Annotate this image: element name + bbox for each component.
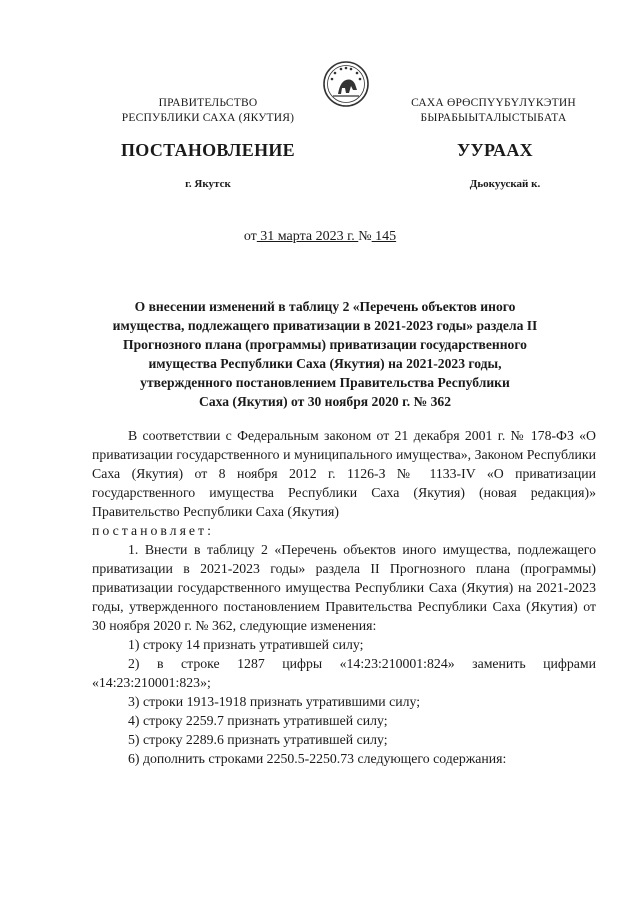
title-line: имущества, подлежащего приватизации в 2021-2023 годы» раздела II — [112, 318, 538, 333]
subitem-2: 2) в строке 1287 цифры «14:23:210001:824» заменить цифрами «14:23:210001:823»; — [92, 656, 596, 690]
item-1-paragraph: 1. Внести в таблицу 2 «Перечень объектов иного имущества, подлежащего приватизации в 2021-2023 годы» раздела II Прогнозного плана (программы) приватизации государственного имущества Республики Саха (Якутия) на 2021-2023 годы, утвержденного постановлением Правительства Республики Саха (Якутия) от 30 ноября 2020 г. № 362, следующие изменения: — [92, 542, 596, 633]
subitem-5: 5) строку 2289.6 признать утратившей силу; — [128, 732, 388, 747]
subitem-1: 1) строку 14 признать утратившей силу; — [128, 637, 364, 652]
title-line: утвержденного постановлением Правительства Республики — [140, 375, 510, 390]
title-line: Прогнозного плана (программы) приватизации государственного — [123, 337, 527, 352]
document-number: 145 — [371, 229, 397, 244]
city-sakha: Дьокуускай к. — [469, 178, 541, 190]
subitem-6: 6) дополнить строками 2250.5-2250.73 следующего содержания: — [128, 751, 507, 766]
document-date: 31 марта 2023 г. — [256, 229, 359, 244]
government-name-line2: РЕСПУБЛИКИ САХА (ЯКУТИЯ) — [121, 112, 295, 124]
preamble-paragraph: В соответствии с Федеральным законом от 21 декабря 2001 г. № 178-ФЗ «О приватизации государственного и муниципального имущества», Законом Республики Саха (Якутия) от 8 ноября 2012 г. 1126-З № 1133-IV «О приватизации государственного имущества Республики Саха (Якутия) (новая редакция)» Правительство Республики Саха (Якутия) — [92, 428, 596, 519]
subitem-3: 3) строки 1913-1918 признать утратившими силу; — [128, 694, 421, 709]
document-type-russian: ПОСТАНОВЛЕНИЕ — [121, 140, 295, 160]
date-prefix: от — [243, 229, 257, 244]
document-type-sakha: УУРААХ — [457, 140, 533, 160]
title-line: имущества Республики Саха (Якутия) на 2021-2023 годы, — [148, 356, 502, 371]
government-name-sakha — [386, 96, 601, 126]
government-name-line1: ПРАВИТЕЛЬСТВО — [158, 97, 258, 109]
title-line: О внесении изменений в таблицу 2 «Перечень объектов иного — [134, 299, 516, 314]
document-title — [96, 297, 554, 411]
title-line: Саха (Якутия) от 30 ноября 2020 г. № 362 — [199, 394, 451, 409]
government-name-sakha-line2: БЫРАБЫЫТАЛЫСТЫБАТА — [420, 112, 567, 124]
number-sign: № — [358, 229, 372, 244]
city-russian: г. Якутск — [185, 178, 231, 190]
decree-word: постановляет: — [92, 523, 214, 538]
government-name-russian — [108, 96, 308, 126]
subitem-4: 4) строку 2259.7 признать утратившей силу; — [128, 713, 388, 728]
document-body — [92, 426, 596, 768]
date-and-number — [0, 229, 640, 245]
government-name-sakha-line1: САХА ӨРӨСПҮҮБҮЛҮКЭТИН — [411, 97, 576, 109]
coat-of-arms-emblem — [322, 60, 370, 108]
